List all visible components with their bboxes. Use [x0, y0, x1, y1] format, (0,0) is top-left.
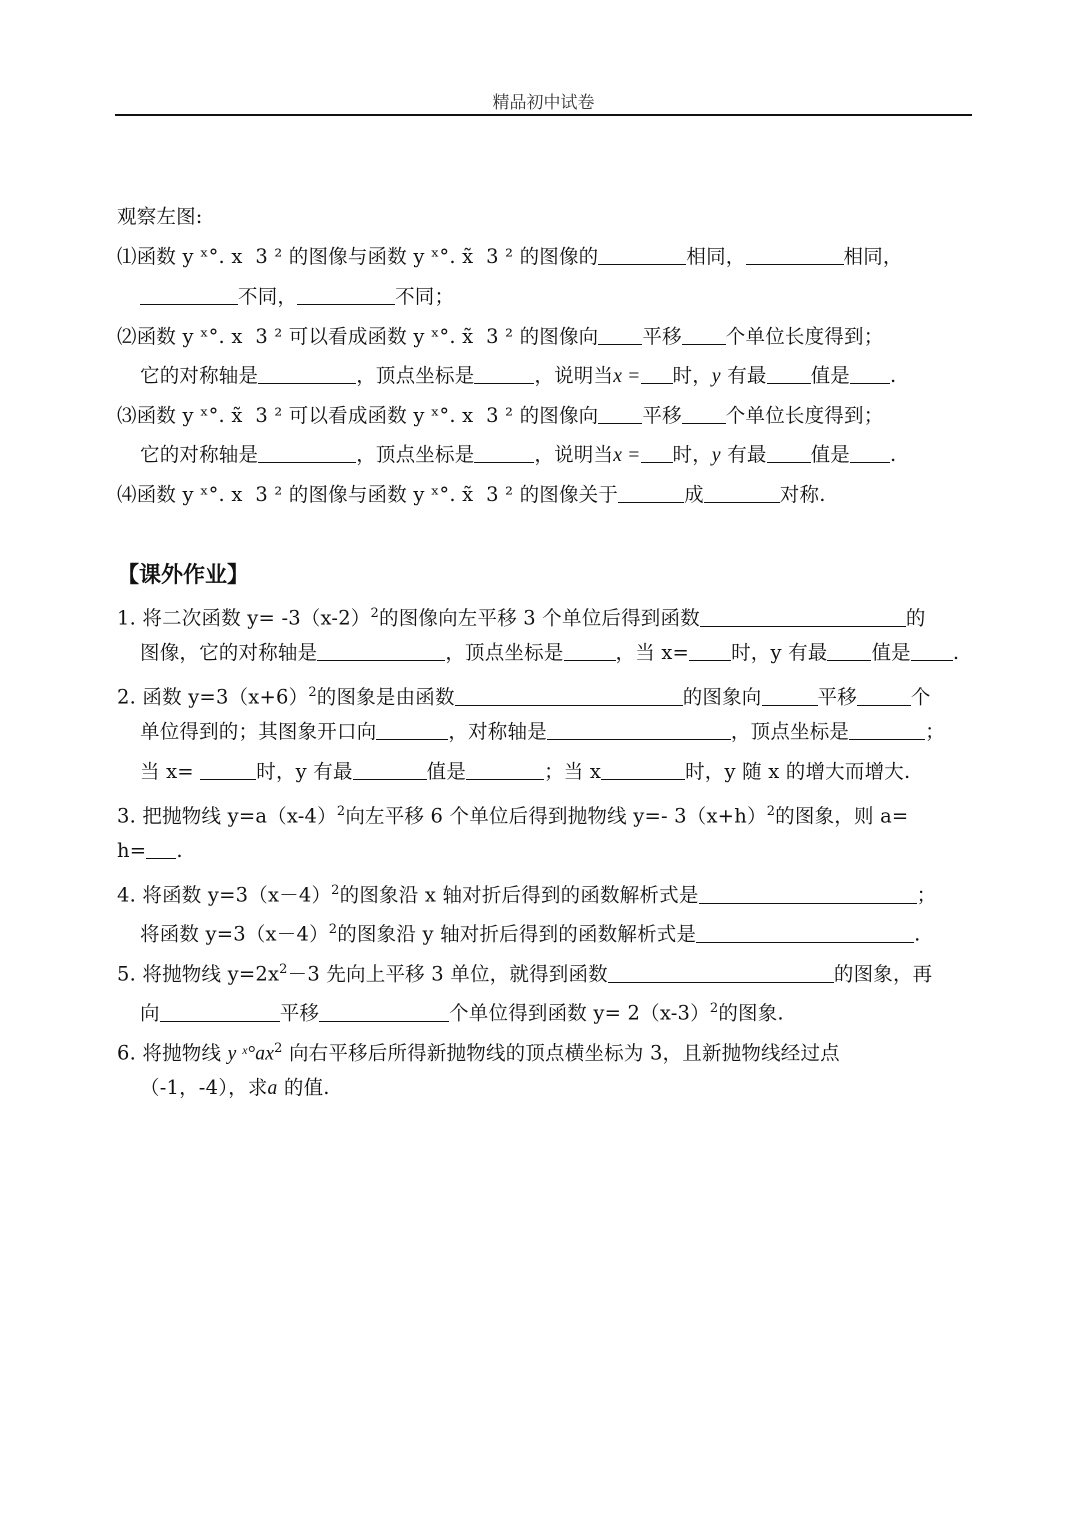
- blank[interactable]: [762, 686, 818, 706]
- q2-line-3: 当 x= 时，y 有最 值是 ；当 x 时，y 随 x 的增大而增大.: [140, 760, 911, 783]
- blank[interactable]: [598, 325, 642, 345]
- blank[interactable]: [682, 404, 726, 424]
- q5-line-2: 向 平移 个单位得到函数 $y= 2(x-3)^2$的图象.: [140, 1001, 784, 1025]
- q2-line-1: 2. 函数 $y=3(x+6)^2$的图象是由函数 的图象向 平移 个: [117, 685, 931, 709]
- q3-line-2: h= .: [117, 839, 183, 862]
- blank[interactable]: [160, 1002, 280, 1022]
- blank[interactable]: [850, 364, 890, 384]
- q4-line-1: 4. 将函数 $y=3(x-4)^2$的图象沿 x 轴对折后得到的函数解析式是 ；: [117, 883, 937, 907]
- observe-line-3: ⑵函数 y ˣ°. x 3 ² 可以看成函数 y ˣ°. x̃ 3 ² 的图像向 平移 个单位长度得到；: [117, 325, 884, 348]
- blank[interactable]: [466, 760, 544, 780]
- blank[interactable]: [258, 364, 356, 384]
- observe-line-5: ⑶函数 y ˣ°. x̃ 3 ² 可以看成函数 y ˣ°. x 3 ² 的图像向 平移 个单位长度得到；: [117, 404, 884, 427]
- q2-line-2: 单位得到的；其图象开口向 ，对称轴是 ，顶点坐标是 ；: [140, 720, 945, 743]
- q4-line-2: 将函数 $y=3(x-4)^2$的图象沿 y 轴对折后得到的函数解析式是 .: [140, 922, 921, 946]
- q5-line-1: 5. 将抛物线 $y=2x^2-3$ 先向上平移 3 单位，就得到函数 的图象，再: [117, 962, 933, 986]
- blank[interactable]: [601, 760, 685, 780]
- page-header: 精品初中试卷: [492, 93, 595, 113]
- observe-intro: 观察左图:: [117, 205, 203, 228]
- blank[interactable]: [857, 686, 911, 706]
- blank[interactable]: [598, 404, 642, 424]
- blank[interactable]: [474, 364, 534, 384]
- blank[interactable]: [564, 641, 616, 661]
- homework-title: 【课外作业】: [117, 563, 250, 588]
- blank[interactable]: [146, 839, 176, 859]
- blank[interactable]: [317, 641, 445, 661]
- blank[interactable]: [767, 443, 811, 463]
- blank[interactable]: [297, 285, 395, 305]
- blank[interactable]: [319, 1002, 449, 1022]
- blank[interactable]: [699, 884, 917, 904]
- blank[interactable]: [696, 923, 914, 943]
- header-rule: [115, 114, 972, 116]
- blank[interactable]: [850, 443, 890, 463]
- blank[interactable]: [376, 720, 448, 740]
- blank[interactable]: [827, 641, 871, 661]
- q3-line-1: 3. 把抛物线 $y=a(x-4)^2$向左平移 6 个单位后得到抛物线 y=- $3(x+h)^2$的图象，则 a=: [117, 804, 909, 828]
- blank[interactable]: [911, 641, 953, 661]
- observe-line-2: 不同， 不同；: [140, 285, 454, 309]
- blank[interactable]: [258, 443, 356, 463]
- blank[interactable]: [474, 443, 534, 463]
- blank[interactable]: [767, 364, 811, 384]
- blank[interactable]: [353, 760, 427, 780]
- observe-line-7: ⑷函数 y ˣ°. x 3 ² 的图像与函数 y ˣ°. x̃ 3 ² 的图像关于 成 对称.: [117, 483, 826, 506]
- blank[interactable]: [849, 720, 925, 740]
- blank[interactable]: [455, 686, 683, 706]
- blank[interactable]: [704, 483, 780, 503]
- blank[interactable]: [598, 245, 686, 265]
- blank[interactable]: [700, 607, 906, 627]
- blank[interactable]: [200, 760, 256, 780]
- blank[interactable]: [140, 285, 238, 305]
- blank[interactable]: [618, 483, 684, 503]
- q6-line-1: 6. 将抛物线 y $ˣ^\circ ax^2$ 向右平移后所得新抛物线的顶点横坐标为 3，且新抛物线经过点: [117, 1041, 840, 1065]
- observe-line-6: 它的对称轴是 ，顶点坐标是 ，说明当x = 时，y 有最 值是 .: [140, 443, 897, 466]
- blank[interactable]: [547, 720, 731, 740]
- observe-line-1: ⑴函数 y ˣ°. x 3 ² 的图像与函数 y ˣ°. x̃ 3 ² 的图像的 相同， 相同，: [117, 245, 903, 268]
- blank[interactable]: [682, 325, 726, 345]
- blank[interactable]: [608, 963, 834, 983]
- blank[interactable]: [689, 641, 731, 661]
- q1-line-2: 图像，它的对称轴是 ，顶点坐标是 ，当 x= 时，y 有最 值是 .: [140, 641, 960, 664]
- blank[interactable]: [641, 364, 673, 384]
- observe-line-4: 它的对称轴是 ，顶点坐标是 ，说明当x = 时，y 有最 值是 .: [140, 364, 897, 387]
- q6-line-2: （-1，-4），求a 的值.: [140, 1076, 330, 1099]
- blank[interactable]: [641, 443, 673, 463]
- blank[interactable]: [746, 245, 844, 265]
- q1-line-1: 1. 将二次函数 $y= -3(x-2)^2$的图像向左平移 3 个单位后得到函数 的: [117, 606, 926, 630]
